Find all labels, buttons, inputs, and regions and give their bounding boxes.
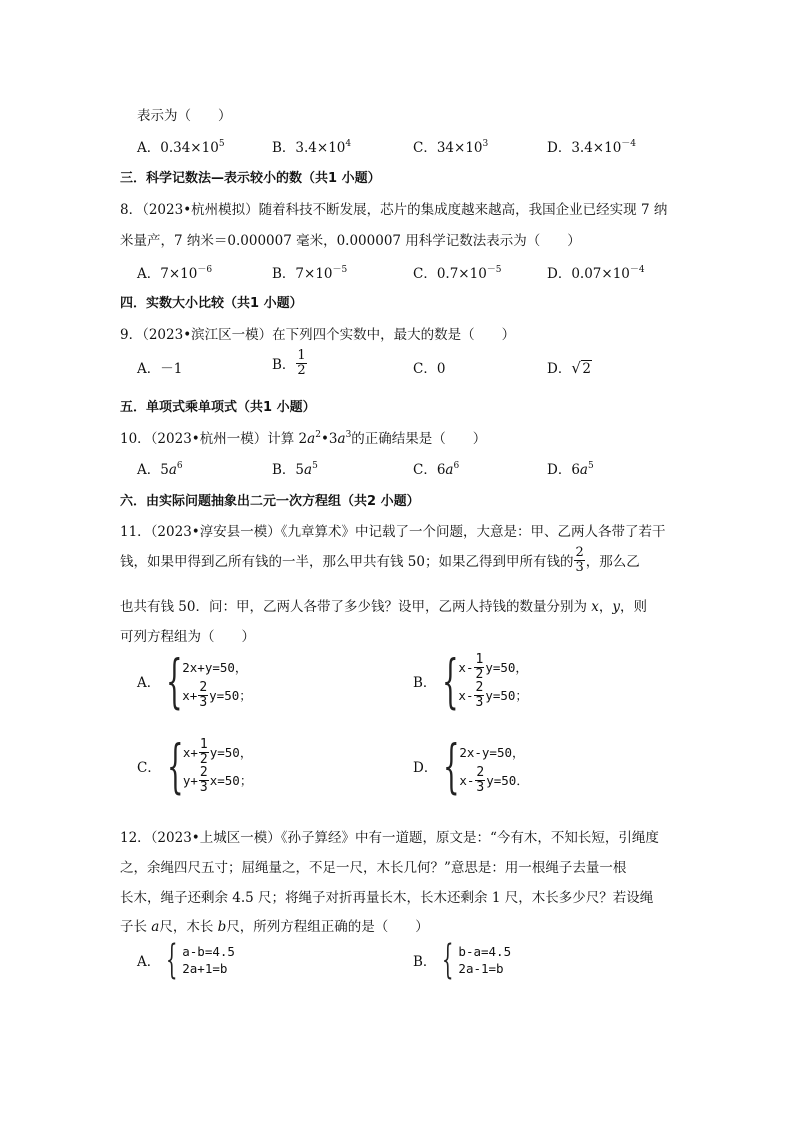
equation-1: a-b=4.5 <box>182 944 235 959</box>
q10-option-c-var: a <box>445 462 454 478</box>
q10-option-b-var: a <box>304 462 313 478</box>
q12-var-b: b <box>217 919 227 935</box>
eq-prefix: x- <box>459 772 475 788</box>
q10-dot: •3 <box>320 431 338 447</box>
q12-line-4 <box>120 915 429 935</box>
q11-option-d[interactable] <box>413 732 529 800</box>
equation-system <box>459 738 529 794</box>
q10-option-c-label: C．6 <box>413 462 446 478</box>
q11-fraction <box>574 546 584 574</box>
eq-suffix: y=50； <box>209 688 252 703</box>
q8-option-a-exp: －6 <box>197 265 213 275</box>
q10-option-c-exp: 6 <box>453 461 460 471</box>
q10-stem-b: 的正确结果是（ ） <box>351 431 487 447</box>
equation-system <box>458 653 528 709</box>
q9-option-c[interactable]: C．0 <box>413 361 446 377</box>
q9-option-d[interactable] <box>547 357 592 377</box>
q7-option-b-text: B．3.4×10 <box>272 140 346 156</box>
eq-prefix: x+ <box>182 744 198 760</box>
q11-line-3a: 也共有钱 50．问：甲，乙两人各带了多少钱？设甲，乙两人持钱的数量分别为 <box>120 599 592 615</box>
q12-line-3: 长木，绳子还剩余 4.5 尺；将绳子对折再量长木，长木还剩余 1 尺，木长多少尺？若设绳 <box>120 890 654 906</box>
eq-prefix: x- <box>458 687 474 703</box>
equation-1 <box>183 738 253 766</box>
q11-comma: ， <box>598 599 613 615</box>
equation-1 <box>458 653 528 681</box>
q12-option-b[interactable] <box>413 937 512 983</box>
left-brace-icon: { <box>166 937 178 983</box>
fraction-denominator: 3 <box>199 694 208 710</box>
q7-option-a[interactable] <box>137 136 225 156</box>
q11-line-3 <box>120 595 647 615</box>
q11-option-d-label: D． <box>413 760 438 776</box>
q10-option-b[interactable] <box>272 458 318 478</box>
q8-option-b-text: B．7×10 <box>272 266 333 282</box>
q11-var-y: y <box>612 599 621 615</box>
fraction-denominator: 2 <box>475 666 484 682</box>
q8-option-c-exp: －5 <box>486 265 502 275</box>
eq-fraction <box>198 681 208 709</box>
left-brace-icon: { <box>442 937 454 983</box>
q10-option-a-label: A．5 <box>137 462 169 478</box>
system-wrapper <box>442 937 512 983</box>
q7-option-c[interactable] <box>413 136 488 156</box>
left-brace-icon: { <box>443 732 460 800</box>
q11-option-a-label: A． <box>137 675 161 691</box>
q11-line-2a: 钱，如果甲得到乙所有钱的一半，那么甲共有钱 50；如果乙得到甲所有钱的 <box>120 554 574 571</box>
q7-stem-tail: 表示为（ ） <box>137 108 232 124</box>
q9-option-a[interactable]: A．－1 <box>137 361 183 377</box>
square-root-symbol: √ 2 <box>571 359 591 377</box>
section-4-heading: 四．实数大小比较（共1 小题） <box>120 296 303 311</box>
q11-option-c[interactable] <box>137 732 253 800</box>
q12-line-4a: 子长 <box>120 919 152 935</box>
q7-option-a-exp: 5 <box>218 139 225 149</box>
fraction-numerator: 2 <box>199 764 208 780</box>
q10-option-a[interactable] <box>137 458 183 478</box>
eq-prefix: x- <box>458 659 474 675</box>
section-6-heading: 六．由实际问题抽象出二元一次方程组（共2 小题） <box>120 494 420 509</box>
q7-option-d-text: D．3.4×10 <box>547 140 622 156</box>
q10-exp-1: 2 <box>315 430 321 440</box>
q8-option-a[interactable] <box>137 262 212 282</box>
fraction-denominator: 3 <box>475 694 484 710</box>
q12-option-b-label: B． <box>413 954 437 970</box>
q12-var-a: a <box>151 919 160 935</box>
fraction-denominator: 3 <box>476 779 485 795</box>
q10-option-c[interactable] <box>413 458 459 478</box>
q9-option-b-label: B． <box>272 357 296 374</box>
q7-option-c-exp: 3 <box>482 139 489 149</box>
equation-1: b-a=4.5 <box>458 944 512 959</box>
q10-option-d-label: D．6 <box>547 462 580 478</box>
q10-stem <box>120 427 486 447</box>
q11-line-4: 可列方程组为（ ） <box>120 629 255 645</box>
fraction-numerator: 2 <box>575 545 584 560</box>
q9-stem: 9．（2023•滨江区一模）在下列四个实数中，最大的数是（ ） <box>120 327 516 343</box>
equation-1: 2x-y=50， <box>459 745 525 760</box>
left-brace-icon: { <box>166 647 183 715</box>
eq-suffix: y=50． <box>486 773 529 788</box>
eq-prefix: y+ <box>182 772 198 788</box>
fraction-numerator: 2 <box>199 679 208 695</box>
q11-line-2b: ，那么乙 <box>585 554 640 571</box>
q12-line-2: 之，余绳四尺五寸；屈绳量之，不足一尺，木长几何？”意思是：用一根绳子去量一根 <box>120 860 627 876</box>
q12-line-1: 12．（2023•上城区一模）《孙子算经》中有一道题，原文是：“今有木，不知长短，引绳度 <box>120 830 659 846</box>
q12-line-4b: 尺，木长 <box>159 919 218 935</box>
q10-option-d[interactable] <box>547 458 594 478</box>
left-brace-icon: { <box>166 732 184 800</box>
q7-option-b-exp: 4 <box>345 139 352 149</box>
q8-option-a-text: A．7×10 <box>137 266 198 282</box>
q9-option-d-label: D． <box>547 361 572 377</box>
q10-option-a-exp: 6 <box>176 461 183 471</box>
q9-option-b-fraction <box>296 349 306 377</box>
q7-option-d[interactable] <box>547 136 636 156</box>
q7-option-b[interactable] <box>272 136 351 156</box>
equation-2: 2a-1=b <box>458 961 504 976</box>
q10-option-d-exp: 5 <box>587 461 594 471</box>
q10-var-1: a <box>307 431 316 447</box>
equation-2 <box>183 766 253 794</box>
q8-option-d-exp: －4 <box>629 265 645 275</box>
q11-line-3b: ，则 <box>620 599 648 615</box>
q10-option-d-var: a <box>579 462 588 478</box>
eq-fraction <box>474 681 484 709</box>
q8-option-b-exp: －5 <box>332 265 348 275</box>
q11-option-c-label: C． <box>137 760 161 776</box>
fraction-denominator: 2 <box>199 751 208 767</box>
q8-option-c-text: C．0.7×10 <box>413 266 487 282</box>
q11-line-2 <box>120 546 640 574</box>
q11-option-b[interactable] <box>413 647 528 715</box>
fraction-denominator: 2 <box>297 362 306 378</box>
q10-option-b-label: B．5 <box>272 462 305 478</box>
q10-stem-a: 10．（2023•杭州一模）计算 2 <box>120 431 308 447</box>
q10-option-a-var: a <box>168 462 177 478</box>
fraction-denominator: 3 <box>199 779 208 795</box>
equation-system <box>182 943 235 977</box>
q8-line-1: 8．（2023•杭州模拟）随着科技不断发展，芯片的集成度越来越高，我国企业已经实现 7 纳 <box>120 202 668 218</box>
eq-suffix: y=50， <box>209 745 253 760</box>
q7-option-a-text: A．0.34×10 <box>137 140 219 156</box>
equation-2 <box>182 681 252 709</box>
system-wrapper <box>166 937 235 983</box>
q8-option-b[interactable] <box>272 262 347 282</box>
q9-option-b[interactable] <box>272 349 308 377</box>
q8-option-d[interactable] <box>547 262 645 282</box>
fraction-numerator: 2 <box>475 679 484 695</box>
eq-suffix: y=50， <box>485 660 528 675</box>
eq-fraction <box>199 766 209 794</box>
q12-option-a[interactable] <box>137 937 235 983</box>
eq-fraction <box>199 738 209 766</box>
q11-option-b-label: B． <box>413 675 437 691</box>
q8-line-2: 米量产，7 纳米＝0.000007 毫米，0.000007 用科学记数法表示为（ ） <box>120 233 581 249</box>
eq-suffix: x=50； <box>209 773 253 788</box>
q11-option-a[interactable] <box>137 647 252 715</box>
equation-2 <box>458 681 528 709</box>
q8-option-d-text: D．0.07×10 <box>547 266 630 282</box>
fraction-numerator: 1 <box>475 651 484 667</box>
equation-system <box>183 738 253 794</box>
q10-option-b-exp: 5 <box>312 461 318 471</box>
q12-line-4c: 尺，所列方程组正确的是（ ） <box>226 919 429 935</box>
q7-option-d-exp: －4 <box>621 139 637 149</box>
eq-suffix: y=50； <box>485 688 528 703</box>
fraction-numerator: 1 <box>199 736 208 752</box>
q11-var-x: x <box>591 599 599 615</box>
q12-option-a-label: A． <box>137 954 161 970</box>
eq-fraction <box>474 653 484 681</box>
eq-fraction <box>475 766 485 794</box>
equation-system <box>458 943 511 977</box>
q11-line-1: 11．（2023•淳安县一模）《九章算术》中记载了一个问题，大意是：甲、乙两人各带了若干 <box>120 524 666 540</box>
q10-exp-2: 3 <box>345 430 352 440</box>
fraction-numerator: 1 <box>297 348 306 363</box>
q8-option-c[interactable] <box>413 262 502 282</box>
q10-var-2: a <box>337 431 346 447</box>
eq-prefix: x+ <box>182 687 198 703</box>
radicand: 2 <box>582 361 591 377</box>
fraction-numerator: 2 <box>476 764 485 780</box>
equation-system <box>182 653 252 709</box>
fraction-denominator: 3 <box>575 559 584 575</box>
left-brace-icon: { <box>442 647 460 715</box>
equation-2 <box>459 766 529 794</box>
section-3-heading: 三．科学记数法—表示较小的数（共1 小题） <box>120 171 381 186</box>
q7-option-c-text: C．34×10 <box>413 140 483 156</box>
section-5-heading: 五．单项式乘单项式（共1 小题） <box>120 400 316 415</box>
equation-2: 2a+1=b <box>182 961 228 976</box>
equation-1: 2x+y=50， <box>182 660 248 675</box>
